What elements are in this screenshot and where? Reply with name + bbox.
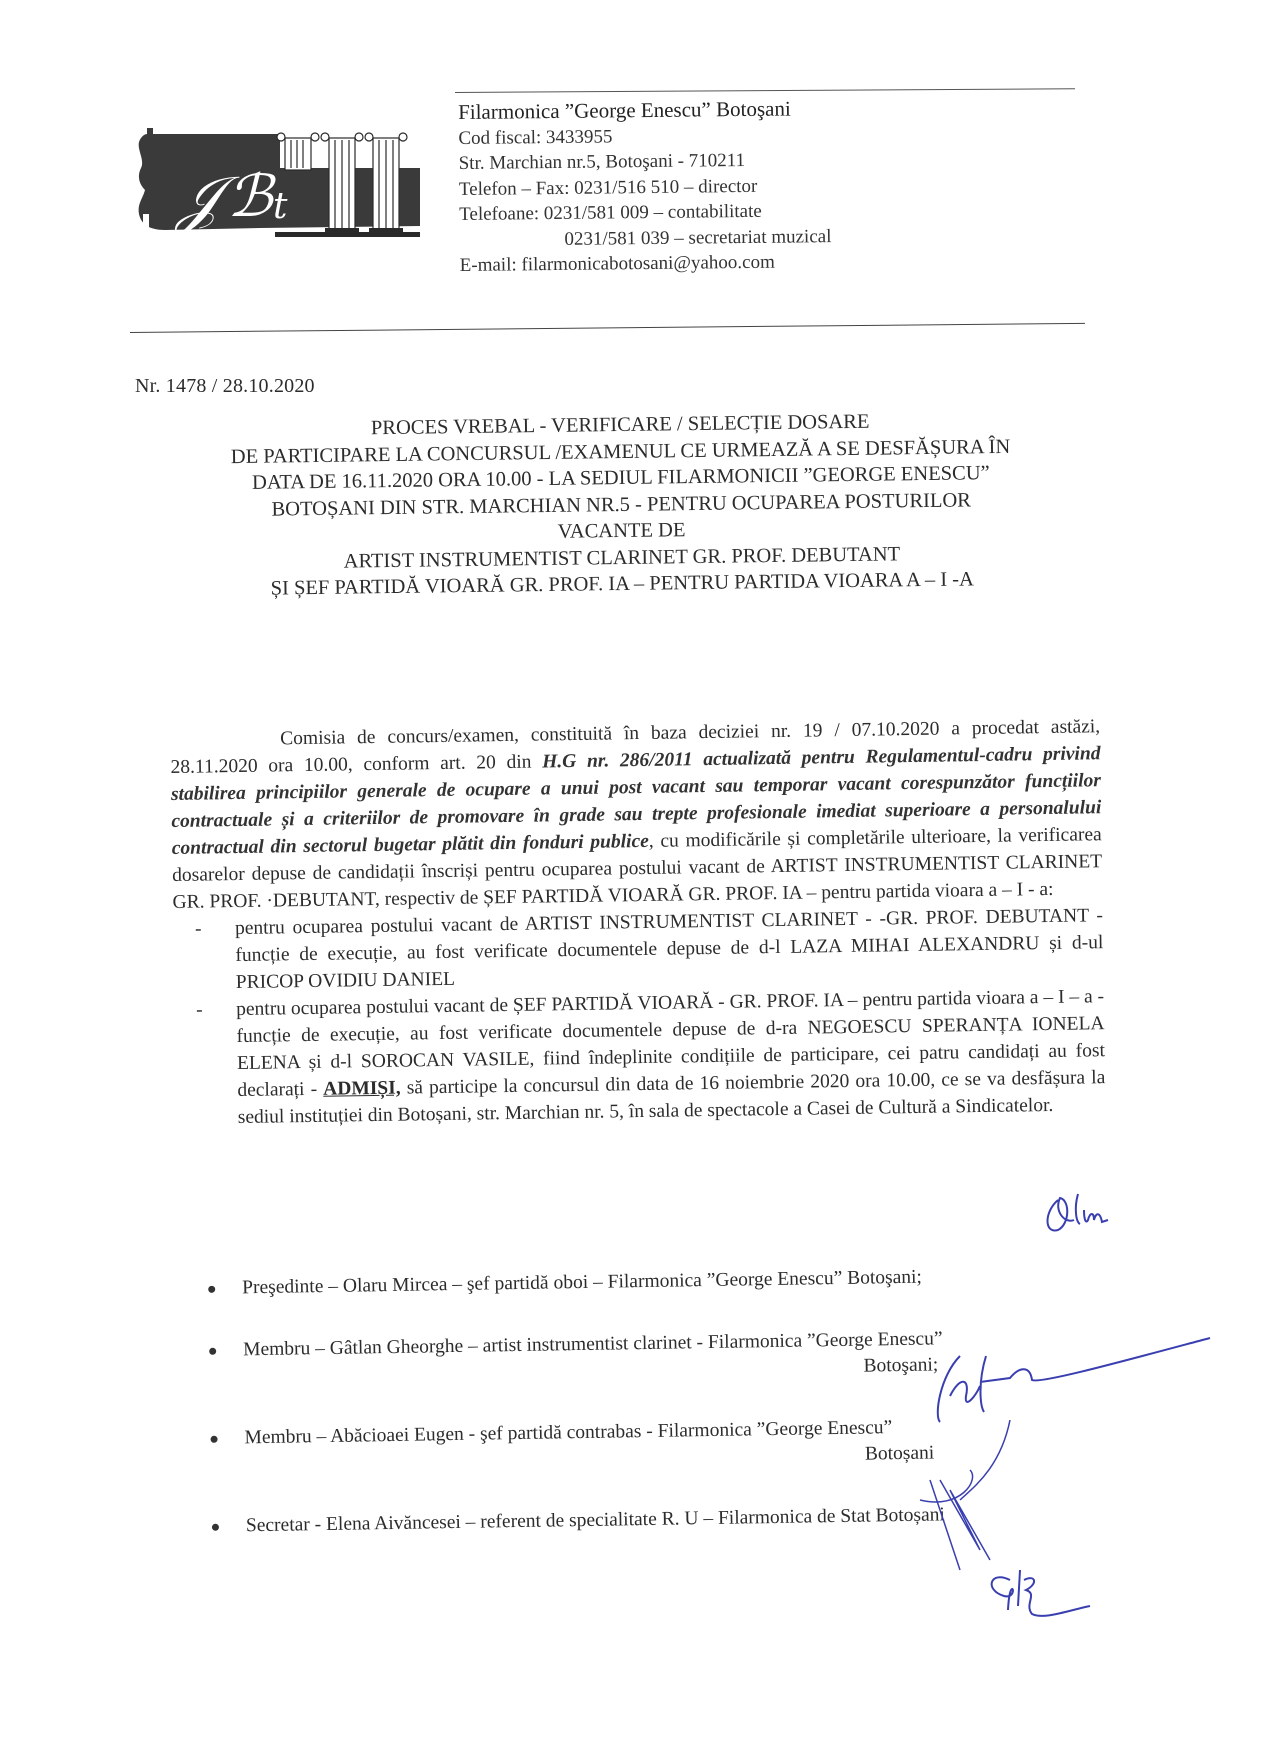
signature-president [1040, 1190, 1130, 1240]
svg-text:ℬ: ℬ [227, 162, 273, 230]
position-item-violin [174, 983, 1106, 1132]
member-text-continued: Botoşani; [863, 1354, 939, 1377]
title-line: ARTIST INSTRUMENTIST CLARINET GR. PROF. DEBUTANT [343, 542, 901, 573]
member-text-continued: Botoșani [864, 1442, 935, 1465]
legal-reference: H.G nr. 286/2011 actualizată pentru Regulamentul-cadru privind stabilirea principiilor generale de ocupare a unui post vacant sau temporar vacant corespunzător funcțiilor contractuale și a criteriilor de promovare în grade sau trepte profesionale imediat superioare a personalului contractual din sectorul bugetar plătit din fonduri publice [170, 743, 1102, 859]
admitted-label: ADMIȘI, [323, 1077, 401, 1100]
logo-monogram: 𝒥 [177, 162, 220, 235]
title-line: DATA DE 16.11.2020 ORA 10.00 - LA SEDIUL FILARMONICII ”GEORGE ENESCU” [251, 462, 990, 494]
position-item-text: pentru ocuparea postului vacant de ȘEF PARTIDĂ VIOARĂ - GR. PROF. IA – pentru partida vioara a – I – a - funcție de execuție, au fost verificate documentele depuse de d-ra NEGOESCU SPERANȚA IONELA ELENA și d-l SOROCAN VASILE, fiind îndeplinite condițiile de participare, cei patru candidați au fost declarați - [236, 986, 1106, 1102]
member-text: Secretar - Elena Aivăncesei – referent de specialitate R. U – Filarmonica de Stat Botoșani [245, 1504, 946, 1537]
position-item-text: pentru ocuparea postului vacant de ARTIST INSTRUMENTIST CLARINET - -GR. PROF. DEBUTANT - funcție de execuție, au fost verificate documentele depuse de d-l LAZA MIHAI ALEXANDRU și d-ul PRICOP OVIDIU DANIEL [234, 905, 1104, 994]
email: E-mail: filarmonicabotosani@yahoo.com [459, 251, 775, 276]
organization-name: Filarmonica ”George Enescu” Botoşani [458, 96, 791, 124]
phones-secretariat: 0231/581 039 – secretariat muzical [564, 225, 832, 250]
header-rule-top [455, 88, 1075, 93]
document-body [170, 713, 1106, 1132]
position-item-clarinet [173, 902, 1104, 997]
title-line: PROCES VREBAL - VERIFICARE / SELECȚIE DOSARE [370, 410, 870, 440]
phones-accounting: Telefoane: 0231/581 009 – contabilitate [459, 200, 762, 225]
svg-text:t: t [273, 186, 288, 227]
signature-member-1 [920, 1326, 1220, 1426]
member-text: Membru – Gâtlan Gheorghe – artist instrumentist clarinet - Filarmonica ”George Enescu” [243, 1328, 943, 1361]
title-line: DE PARTICIPARE LA CONCURSUL /EXAMENUL CE URMEAZĂ A SE DESFĂȘURA ÎN [230, 435, 1011, 468]
philharmonic-logo [135, 128, 420, 250]
document-title [140, 406, 1102, 604]
fiscal-code: Cod fiscal: 3433955 [458, 125, 613, 149]
signature-secretary [980, 1560, 1100, 1630]
title-line: ȘI ȘEF PARTIDĂ VIOARĂ GR. PROF. IA – PENTRU PARTIDA VIOARA A – I -A [270, 568, 975, 600]
letterhead [458, 96, 832, 278]
position-item-text-continued: să participe la concursul din data de 16 noiembrie 2020 ora 10.00, ce se va desfășura la sediul instituției din Botoșani, str. Marchian nr. 5, în sala de spectacole a Casei de Cultură a Sindicatelor. [237, 1067, 1106, 1129]
header-rule-bottom [130, 323, 1085, 333]
intro-text-continued: , cu modificările și completările ulterioare, la verificarea dosarelor depuse de candidații înscriși pentru ocuparea postului vacant de ARTIST INSTRUMENTIST CLARINET GR. PROF. ·DEBUTANT, respectiv de ȘEF PARTIDĂ VIOARĂ GR. PROF. IA – pentru partida vioara a – I - a: [172, 824, 1103, 913]
phone-fax: Telefon – Fax: 0231/516 510 – director [458, 175, 758, 200]
member-text: Membru – Abăcioaei Eugen - şef partidă contrabas - Filarmonica ”George Enescu” [244, 1417, 893, 1449]
title-line: VACANTE DE [557, 519, 686, 543]
intro-paragraph [170, 713, 1103, 916]
commission-member-president [200, 1261, 1140, 1302]
title-line: BOTOȘANI DIN STR. MARCHIAN NR.5 - PENTRU OCUPAREA POSTURILOR [271, 488, 972, 521]
position-list [173, 902, 1106, 1132]
member-text: Preşedinte – Olaru Mircea – şef partidă oboi – Filarmonica ”George Enescu” Botoşani; [242, 1266, 923, 1299]
document-number: Nr. 1478 / 28.10.2020 [135, 375, 315, 397]
signature-member-2 [900, 1420, 1030, 1580]
address: Str. Marchian nr.5, Botoşani - 710211 [458, 149, 746, 174]
intro-text: Comisia de concurs/examen, constituită în baza deciziei nr. 19 / 07.10.2020 a procedat astăzi, 28.11.2020 ora 10.00, conform art. 20 din [170, 716, 1101, 778]
